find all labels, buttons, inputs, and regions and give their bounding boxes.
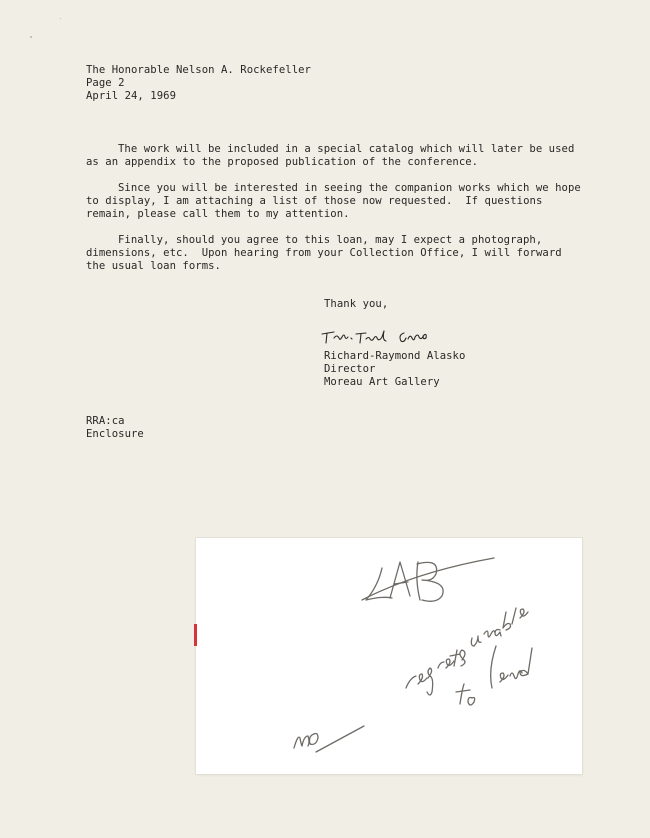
paper-speck	[60, 18, 61, 19]
paragraph-line: Since you will be interested in seeing the companion works which we hope	[118, 182, 581, 194]
paragraph-line: The work will be included in a special catalog which will later be used	[118, 143, 575, 155]
closing-thanks	[324, 298, 388, 311]
paper-speck	[30, 36, 32, 38]
paragraph-line: dimensions, etc. Upon hearing from your Collection Office, I will forward	[86, 247, 562, 259]
paragraph-companion-works	[86, 182, 596, 221]
page-number: Page 2	[86, 77, 125, 89]
thanks-text: Thank you,	[324, 298, 389, 310]
reference-block	[86, 415, 144, 441]
paragraph-line: the usual loan forms.	[86, 260, 221, 272]
paragraph-line: Finally, should you agree to this loan, may I expect a photograph,	[118, 234, 543, 246]
signer-name: Richard-Raymond Alasko	[324, 350, 466, 362]
recipient-line: The Honorable Nelson A. Rockefeller	[86, 64, 311, 76]
paragraph-line: remain, please call them to my attention.	[86, 208, 350, 220]
paragraph-line: as an appendix to the proposed publication of the conference.	[86, 156, 479, 168]
signer-title: Director	[324, 363, 376, 375]
paragraph-loan	[86, 234, 596, 273]
enclosure-note: Enclosure	[86, 428, 144, 440]
pencil-handwriting	[196, 538, 582, 774]
letter-header	[86, 64, 596, 103]
paragraph-catalog	[86, 143, 596, 169]
signature-block	[324, 350, 465, 389]
paragraph-line: to display, I am attaching a list of those now requested. If questions	[86, 195, 543, 207]
attached-note-card	[196, 538, 582, 774]
letter-date: April 24, 1969	[86, 90, 176, 102]
reference-initials: RRA:ca	[86, 415, 125, 427]
signer-organization: Moreau Art Gallery	[324, 376, 440, 388]
handwritten-signature	[318, 326, 443, 348]
